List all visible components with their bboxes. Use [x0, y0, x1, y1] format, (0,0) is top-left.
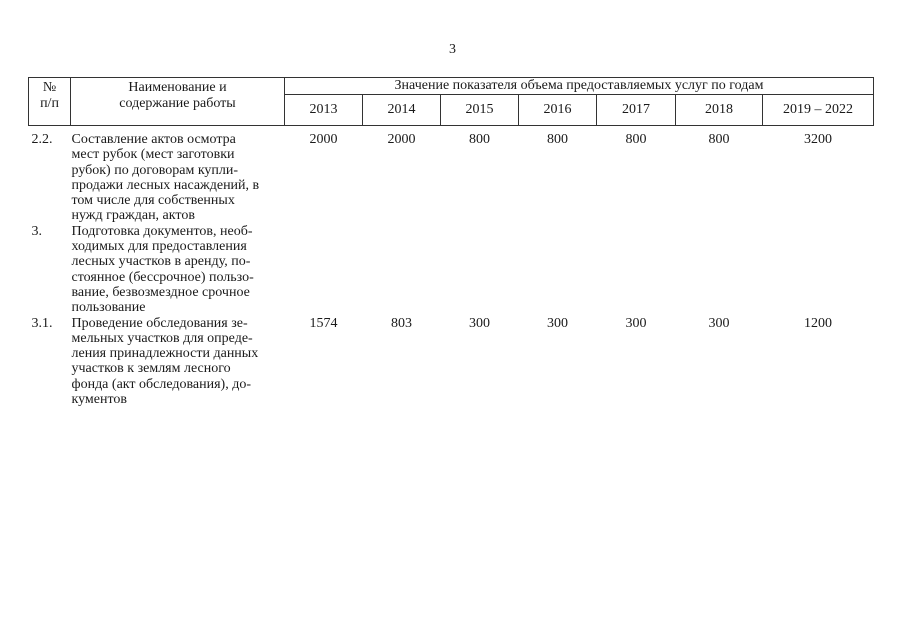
- table-row: [29, 224, 874, 316]
- row-name-line: том числе для собственных: [71, 193, 235, 209]
- row-number: 3.1.: [31, 315, 53, 331]
- row-name-line: ходимых для предоставления: [71, 239, 247, 255]
- row-value-2016: 300: [547, 315, 568, 331]
- header-year-2017: 2017: [597, 95, 676, 126]
- header-year-2013: 2013: [285, 95, 363, 126]
- row-value-2016: [519, 224, 597, 316]
- page-number: 3: [449, 42, 456, 57]
- row-name-line: фонда (акт обследования), до-: [71, 376, 251, 392]
- row-name-line: лесных участков в аренду, по-: [71, 254, 251, 270]
- row-value-2018: 300: [708, 315, 730, 331]
- row-name-line: кументов: [71, 392, 128, 408]
- header-year-2018: 2018: [676, 95, 763, 126]
- row-name: [71, 126, 285, 224]
- header-year-2019-2022: 2019 – 2022: [763, 95, 874, 126]
- header-group-title: Значение показателя объема предоставляемых услуг по годам: [285, 78, 874, 95]
- header-name-line-2: содержание работы: [119, 96, 236, 111]
- row-value-2015: [441, 224, 519, 316]
- row-name-line: ления принадлежности данных: [71, 346, 259, 362]
- row-value-2014: [363, 224, 441, 316]
- row-value-2019-2022: 3200: [804, 132, 832, 147]
- row-name-line: Составление актов осмотра: [71, 132, 236, 147]
- row-value-2016: 800: [547, 132, 568, 147]
- row-name: [71, 316, 285, 408]
- header-year-2016: 2016: [519, 95, 597, 126]
- row-value-2018: 800: [708, 132, 730, 147]
- row-value-2014: 2000: [387, 132, 416, 147]
- header-number-line-1: №: [42, 80, 57, 95]
- row-name-line: мельных участков для опреде-: [71, 330, 253, 346]
- table-row: [29, 126, 874, 224]
- row-name-line: Проведение обследования зе-: [71, 315, 248, 331]
- row-number: 3.: [31, 223, 42, 239]
- table-body: [29, 126, 874, 408]
- row-value-2017: 800: [625, 132, 647, 147]
- row-name-line: пользование: [71, 300, 146, 316]
- row-name-line: вание, безвозмездное срочное: [71, 284, 250, 300]
- row-name-line: стоянное (бессрочное) пользо-: [71, 269, 254, 285]
- row-value-2013: [285, 224, 363, 316]
- row-name-line: рубок) по договорам купли-: [71, 162, 239, 178]
- header-name-line-1: Наименование и: [128, 80, 227, 95]
- row-value-2013: 2000: [309, 132, 338, 147]
- row-value-2015: 300: [469, 315, 490, 331]
- table-header: [29, 78, 874, 126]
- row-value-2019-2022: 1200: [804, 315, 832, 331]
- row-name-line: мест рубок (мест заготовки: [71, 147, 235, 163]
- header-year-2015: 2015: [441, 95, 519, 126]
- row-number: 2.2.: [31, 132, 53, 147]
- row-name-line: нужд граждан, актов: [71, 208, 195, 224]
- row-name-line: Подготовка документов, необ-: [71, 223, 253, 239]
- row-value-2017: 300: [625, 315, 647, 331]
- header-number-cell: [29, 78, 71, 126]
- row-value-2015: 800: [469, 132, 490, 147]
- row-name-line: участков к землям лесного: [71, 361, 231, 377]
- header-number-line-2: п/п: [40, 96, 59, 111]
- row-name-line: продажи лесных насаждений, в: [71, 177, 260, 193]
- row-value-2018: [676, 224, 763, 316]
- row-name: [71, 224, 285, 316]
- header-year-2014: 2014: [363, 95, 441, 126]
- services-volume-table: [28, 77, 874, 407]
- row-value-2017: [597, 224, 676, 316]
- row-value-2013: 1574: [309, 315, 338, 331]
- table-row: [29, 316, 874, 408]
- header-name-cell: [71, 78, 285, 126]
- row-value-2019-2022: [763, 224, 874, 316]
- row-value-2014: 803: [391, 315, 412, 331]
